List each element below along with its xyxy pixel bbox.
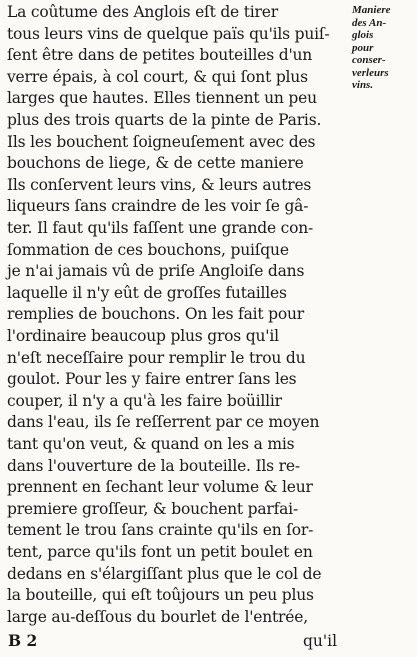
text-line: dedans en s'élargiſſant plus que le col de [7,564,322,583]
text-line: larges que hautes. Elles tiennent un peu [7,89,317,108]
text-line: plus des trois quarts de la pinte de Paris. [7,111,322,129]
text-line: tement le trou ſans crainte qu'ils en ſor- [7,521,314,540]
text-line: liqueurs ſans craindre de les voir ſe gâ- [7,197,309,216]
text-line: Ils les bouchent ſoigneuſement avec des [7,132,316,151]
text-line: l'ordinaire beaucoup plus gros qu'il [7,327,279,345]
text-line: premiere groſſeur, & bouchent parfai- [7,499,298,518]
text-line: remplies de bouchons. On les fait pour [7,305,304,324]
margin-note-line: verleurs [352,66,389,79]
margin-note-line: conser- [352,54,386,66]
text-line: prennent en ſechant leur volume & leur [7,478,313,497]
margin-note [352,4,414,92]
text-line: La coûtume des Anglois eſt de tirer [7,3,278,21]
margin-note-line: glois [352,29,374,41]
text-line: je n'ai jamais vû de priſe Angloiſe dans [7,262,305,281]
text-line: large au-deſſous du bourlet de l'entrée, [7,607,308,626]
text-line: couper, il n'y a qu'à les faire boüillir [7,391,282,410]
text-line: bouchons de liege, & de cette maniere [7,154,304,173]
text-line: verre épais, à col court, & qui ſont plus [7,67,308,86]
margin-note-line: Maniere [352,4,391,16]
signature-mark: B 2 [8,631,38,650]
text-line: tous leurs vins de quelque païs qu'ils puiſ- [7,24,330,43]
text-line: ſent être dans de petites bouteilles d'un [7,46,313,65]
text-line: tant qu'on veut, & quand on les a mis [7,435,295,453]
margin-note-line: vins. [352,79,374,91]
text-line: ſommation de ces bouchons, puiſque [7,240,289,259]
text-line: dans l'ouverture de la bouteille. Ils re- [7,456,300,475]
text-line: Ils conſervent leurs vins, & leurs autres [7,175,312,194]
text-line: n'eſt neceſſaire pour remplir le trou du [7,348,306,367]
margin-note-line: pour [352,41,374,54]
margin-note-line: des An- [352,16,387,29]
text-line: ter. Il faut qu'ils faſſent une grande con- [7,219,314,237]
text-line: dans l'eau, ils ſe reſſerrent par ce moyen [7,413,320,432]
catchword: qu'il [303,632,338,650]
text-line: laquelle il n'y eût de groſſes futailles [7,283,287,302]
text-line: goulot. Pour les y faire entrer ſans les [7,370,297,389]
text-line: tent, parce qu'ils font un petit boulet en [7,543,313,561]
text-line: la bouteille, qui eſt toûjours un peu plus [7,586,314,605]
